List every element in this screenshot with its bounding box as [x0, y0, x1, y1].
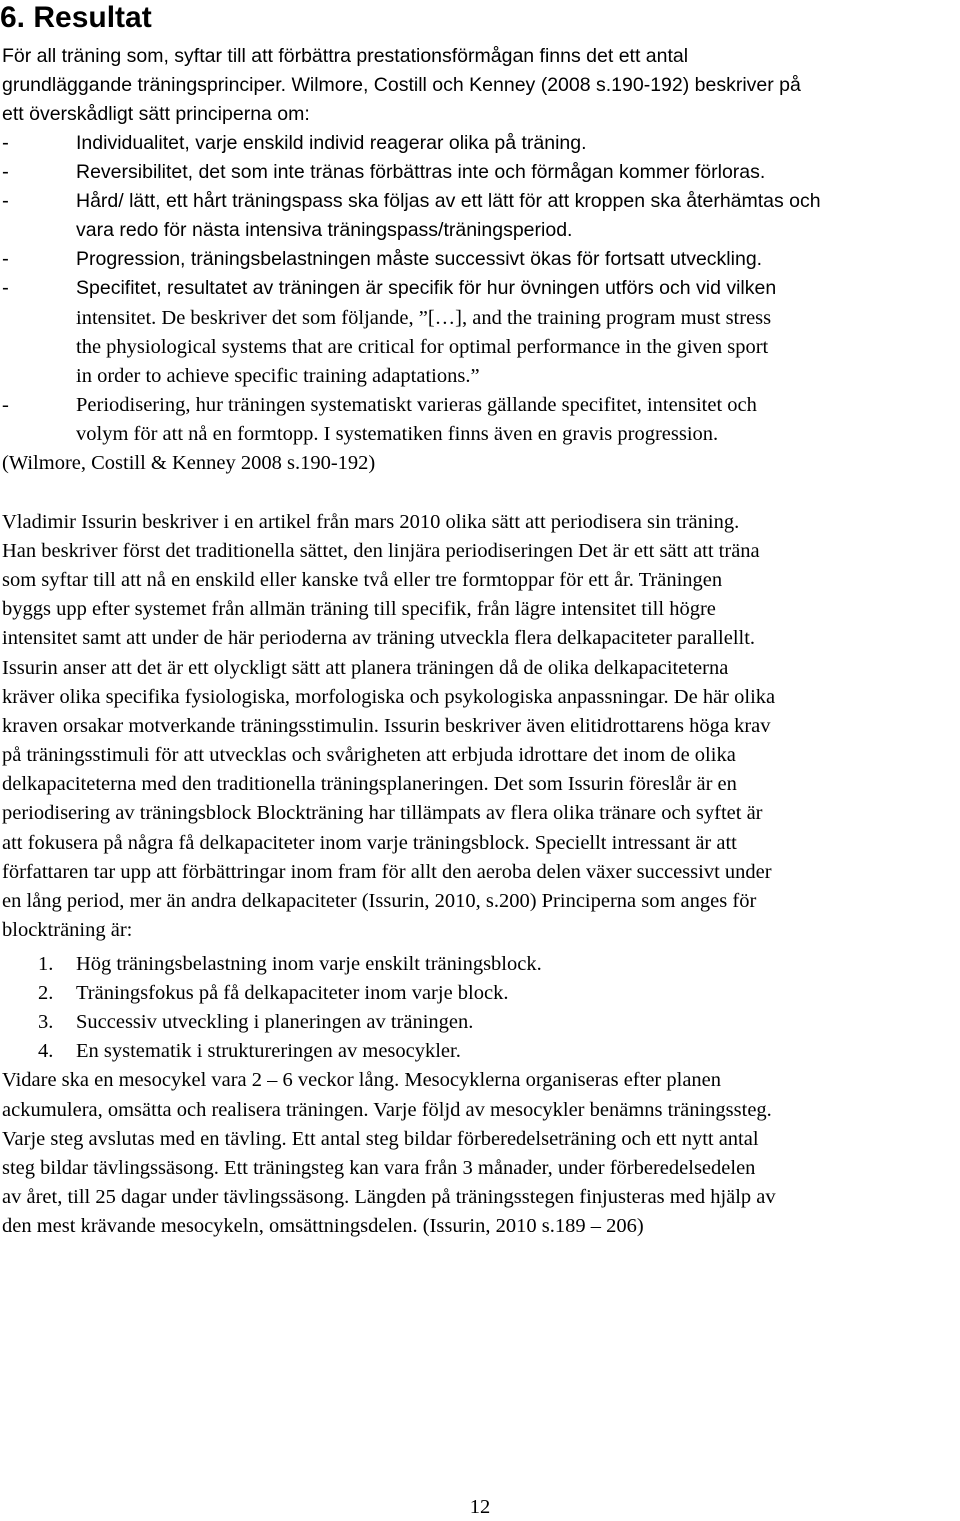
- paragraph-line: kraven orsakar motverkande träningsstimulin. Issurin beskriver även elitidrottarens höga krav: [2, 715, 771, 737]
- bullet-line: Hård/ lätt, ett hårt träningspass ska följas av ett lätt för att kroppen ska återhämtas och: [76, 190, 821, 212]
- bullet-line: Individualitet, varje enskild individ reagerar olika på träning.: [76, 132, 587, 154]
- list-number: 2.: [38, 982, 54, 1004]
- bullet-line: Specifitet, resultatet av träningen är specifik för hur övningen utförs och vid vilken: [76, 277, 777, 299]
- bullet-marker: -: [2, 394, 9, 416]
- paragraph-line: Vladimir Issurin beskriver i en artikel från mars 2010 olika sätt att periodisera sin träning.: [2, 511, 740, 533]
- paragraph-line: att fokusera på några få delkapaciteter inom varje träningsblock. Speciellt intressant är att: [2, 832, 737, 854]
- intro-line: grundläggande träningsprinciper. Wilmore, Costill och Kenney (2008 s.190-192) beskriver på: [2, 74, 801, 96]
- intro-line: För all träning som, syftar till att förbättra prestationsförmågan finns det ett antal: [2, 45, 689, 67]
- bullet-line: vara redo för nästa intensiva träningspass/träningsperiod.: [76, 219, 573, 241]
- citation-line: (Wilmore, Costill & Kenney 2008 s.190-192): [2, 452, 376, 474]
- paragraph-line: delkapaciteterna med den traditionella träningsplaneringen. Det som Issurin föreslår är en: [2, 773, 737, 795]
- paragraph-line: på träningsstimuli för att utvecklas och svårigheten att erbjuda idrottare det inom de olika: [2, 744, 736, 766]
- bullet-line: Progression, träningsbelastningen måste successivt ökas för fortsatt utveckling.: [76, 248, 763, 270]
- list-number: 1.: [38, 953, 54, 975]
- bullet-marker: -: [2, 247, 9, 270]
- bullet-marker: -: [2, 189, 9, 212]
- paragraph-line: Vidare ska en mesocykel vara 2 – 6 veckor lång. Mesocyklerna organiseras efter planen: [2, 1069, 722, 1091]
- intro-line: ett överskådligt sätt principerna om:: [2, 103, 310, 125]
- bullet-marker: -: [2, 160, 9, 183]
- list-item: Träningsfokus på få delkapaciteter inom varje block.: [76, 982, 509, 1004]
- page-number: 12: [469, 1496, 491, 1518]
- paragraph-line: steg bildar tävlingssäsong. Ett träningsteg kan vara från 3 månader, under förberedelsedelen: [2, 1157, 756, 1179]
- paragraph-line: som syftar till att nå en enskild eller kanske två eller tre formtoppar för ett år. Träningen: [2, 569, 723, 591]
- paragraph-line: intensitet samt att under de här perioderna av träning utveckla flera delkapaciteter parallellt.: [2, 627, 756, 649]
- paragraph-line: författaren tar upp att förbättringar inom fram för allt den aeroba delen växer successivt under: [2, 861, 772, 883]
- list-number: 3.: [38, 1011, 54, 1033]
- bullet-line: Reversibilitet, det som inte tränas förbättras inte och förmågan kommer förloras.: [76, 161, 766, 183]
- bullet-marker: -: [2, 276, 9, 299]
- paragraph-line: byggs upp efter systemet från allmän träning till specifik, från lägre intensitet till högre: [2, 598, 716, 620]
- paragraph-line: Han beskriver först det traditionella sättet, den linjära periodiseringen Det är ett sätt att träna: [2, 540, 760, 562]
- paragraph-line: en lång period, mer än andra delkapaciteter (Issurin, 2010, s.200) Principerna som anges för: [2, 890, 757, 912]
- bullet-line: in order to achieve specific training adaptations.”: [76, 365, 480, 387]
- paragraph-line: den mest krävande mesocykeln, omsättningsdelen. (Issurin, 2010 s.189 – 206): [2, 1215, 644, 1237]
- paragraph-line: Issurin anser att det är ett olyckligt sätt att planera träningen då de olika delkapaciteterna: [2, 657, 729, 679]
- paragraph-line: ackumulera, omsätta och realisera träningen. Varje följd av mesocykler benämns träningssteg.: [2, 1099, 772, 1121]
- paragraph-line: av året, till 25 dagar under tävlingssäsong. Längden på träningsstegen finjusteras med hjälp av: [2, 1186, 776, 1208]
- bullet-line: volym för att nå en formtopp. I systematiken finns även en gravis progression.: [76, 423, 719, 445]
- section-heading: 6. Resultat: [0, 1, 152, 34]
- list-number: 4.: [38, 1040, 54, 1062]
- paragraph-line: periodisering av träningsblock Blockträning har tillämpats av flera olika tränare och syftet är: [2, 802, 763, 824]
- paragraph-line: blockträning är:: [2, 919, 133, 941]
- bullet-line: Periodisering, hur träningen systematiskt varieras gällande specifitet, intensitet och: [76, 394, 757, 416]
- list-item: Hög träningsbelastning inom varje enskilt träningsblock.: [76, 953, 542, 975]
- bullet-marker: -: [2, 131, 9, 154]
- bullet-line: the physiological systems that are critical for optimal performance in the given sport: [76, 336, 769, 358]
- list-item: Successiv utveckling i planeringen av träningen.: [76, 1011, 474, 1033]
- paragraph-line: kräver olika specifika fysiologiska, morfologiska och psykologiska anpassningar. De här olika: [2, 686, 776, 708]
- paragraph-line: Varje steg avslutas med en tävling. Ett antal steg bildar förberedelseträning och ett nytt antal: [2, 1128, 759, 1150]
- list-item: En systematik i struktureringen av mesocykler.: [76, 1040, 461, 1062]
- bullet-line: intensitet. De beskriver det som följande, ”[…], and the training program must stress: [76, 307, 772, 329]
